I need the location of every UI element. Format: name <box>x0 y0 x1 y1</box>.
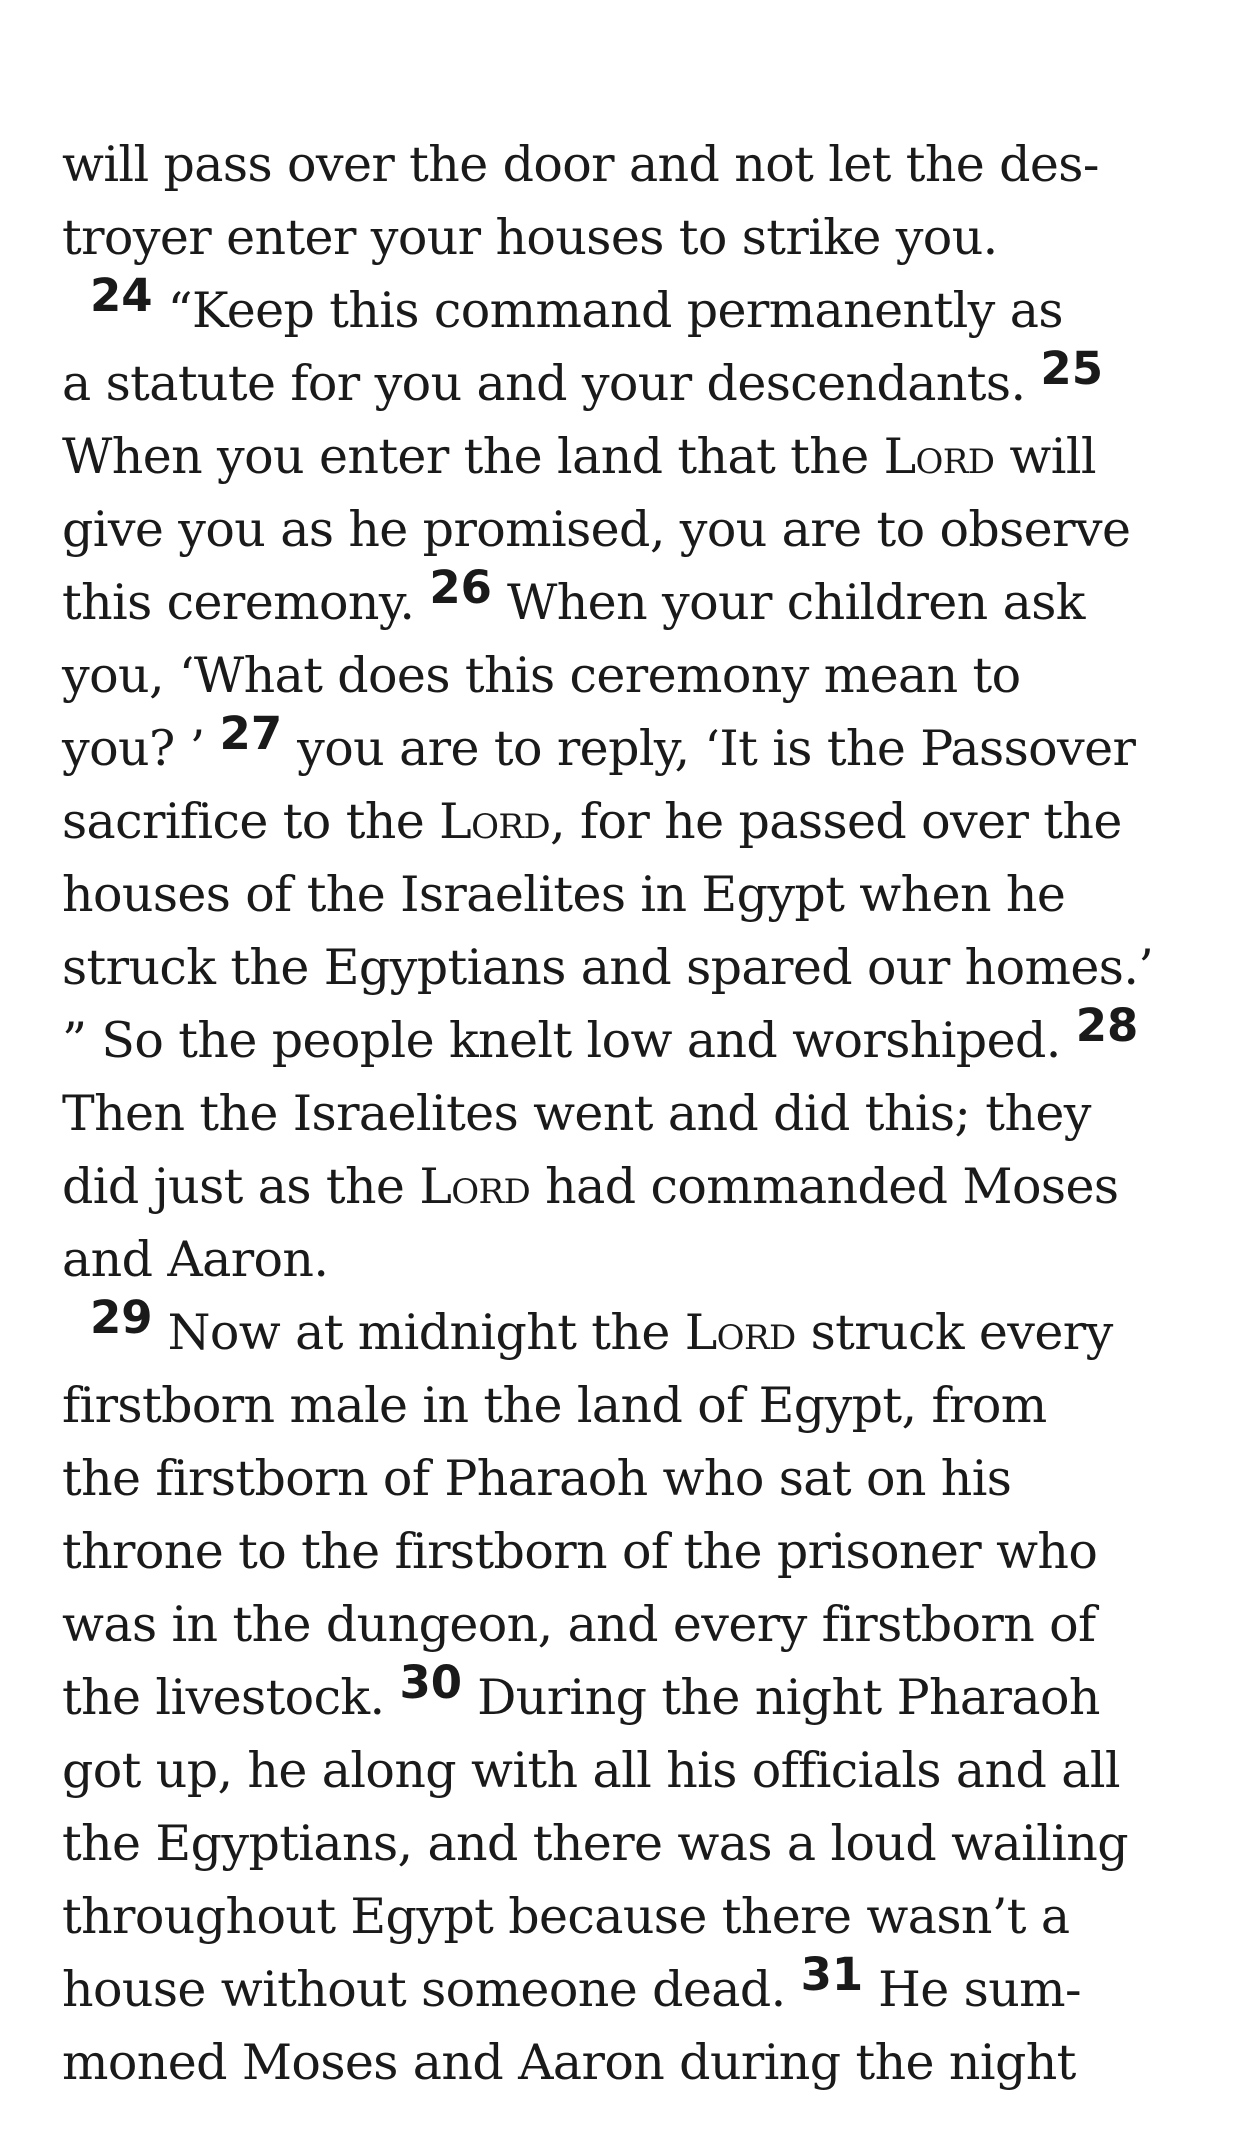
text-run: will <box>994 428 1096 485</box>
text-run: will pass over the door and not let the des- <box>62 136 1099 193</box>
text-line <box>62 639 1192 712</box>
text-line <box>62 1515 1192 1588</box>
text-line <box>62 128 1192 201</box>
verse-number: 28 <box>1075 999 1139 1052</box>
text-line <box>62 420 1192 493</box>
divine-name: Lord <box>684 1304 796 1361</box>
text-run: the firstborn of Pharaoh who sat on his <box>62 1450 1012 1507</box>
text-line <box>62 1442 1192 1515</box>
text-line <box>62 1077 1192 1150</box>
verse-number: 29 <box>90 1291 153 1344</box>
text-run: “Keep this command permanently as <box>152 282 1063 339</box>
verse-number: 24 <box>90 269 153 322</box>
verse-number: 25 <box>1040 342 1104 395</box>
text-line <box>62 201 1192 274</box>
text-run: throne to the firstborn of the prisoner who <box>62 1523 1098 1580</box>
text-line <box>62 342 1192 420</box>
text-run: struck every <box>795 1304 1113 1361</box>
text-run: sacrifice to the <box>62 793 440 850</box>
text-run: a statute for you and your descendants. <box>62 355 1041 412</box>
text-line <box>62 785 1192 858</box>
text-run: , for he passed over the <box>550 793 1122 850</box>
text-run: had commanded Moses <box>530 1158 1119 1215</box>
text-run: moned Moses and Aaron during the night <box>62 2034 1076 2091</box>
text-line <box>62 1291 1192 1369</box>
text-run: struck the Egyptians and spared our homes.’ <box>62 939 1154 996</box>
text-line <box>62 1369 1192 1442</box>
text-line <box>62 931 1192 1004</box>
verse-number: 27 <box>219 707 283 760</box>
text-line <box>62 858 1192 931</box>
text-run: firstborn male in the land of Egypt, from <box>62 1377 1047 1434</box>
text-line <box>62 1588 1192 1661</box>
text-run: this ceremony. <box>62 574 430 631</box>
text-line <box>62 1223 1192 1296</box>
divine-name: Lord <box>883 428 995 485</box>
text-line <box>62 1734 1192 1807</box>
text-line <box>62 2026 1192 2099</box>
text-run: He sum- <box>863 1961 1081 2018</box>
text-run: you are to reply, ‘It is the Passover <box>282 720 1136 777</box>
text-line <box>62 999 1192 1077</box>
text-line <box>62 1150 1192 1223</box>
text-run: and Aaron. <box>62 1231 329 1288</box>
text-run: ” So the people knelt low and worshiped. <box>62 1012 1076 1069</box>
text-run: give you as he promised, you are to observe <box>62 501 1131 558</box>
text-line <box>62 1948 1192 2026</box>
text-run: the livestock. <box>62 1669 400 1726</box>
text-run: Then the Israelites went and did this; they <box>62 1085 1091 1142</box>
text-line <box>62 493 1192 566</box>
verse-number: 26 <box>429 561 492 614</box>
text-run: houses of the Israelites in Egypt when he <box>62 866 1066 923</box>
text-run: troyer enter your houses to strike you. <box>62 209 998 266</box>
divine-name: Lord <box>439 793 550 850</box>
text-run: During the night Pharaoh <box>462 1669 1100 1726</box>
scripture-text <box>62 128 1192 2099</box>
verse-number: 30 <box>399 1656 463 1709</box>
text-run: got up, he along with all his officials and all <box>62 1742 1120 1799</box>
text-line <box>62 561 1192 639</box>
text-run: house without someone dead. <box>62 1961 801 2018</box>
text-run: When you enter the land that the <box>62 428 884 485</box>
text-line <box>62 707 1192 785</box>
divine-name: Lord <box>419 1158 531 1215</box>
text-run: When your children ask <box>491 574 1085 631</box>
text-run: throughout Egypt because there wasn’t a <box>62 1888 1070 1945</box>
text-run: was in the dungeon, and every firstborn of <box>62 1596 1096 1653</box>
verse-number: 31 <box>800 1948 864 2001</box>
text-run: the Egyptians, and there was a loud wailing <box>62 1815 1129 1872</box>
text-run: you? ’ <box>62 720 220 777</box>
text-run: did just as the <box>62 1158 420 1215</box>
text-run: you, ‘What does this ceremony mean to <box>62 647 1021 704</box>
text-line <box>62 1807 1192 1880</box>
text-line <box>62 1880 1192 1953</box>
text-run: Now at midnight the <box>152 1304 685 1361</box>
text-line <box>62 269 1192 347</box>
text-line <box>62 1656 1192 1734</box>
